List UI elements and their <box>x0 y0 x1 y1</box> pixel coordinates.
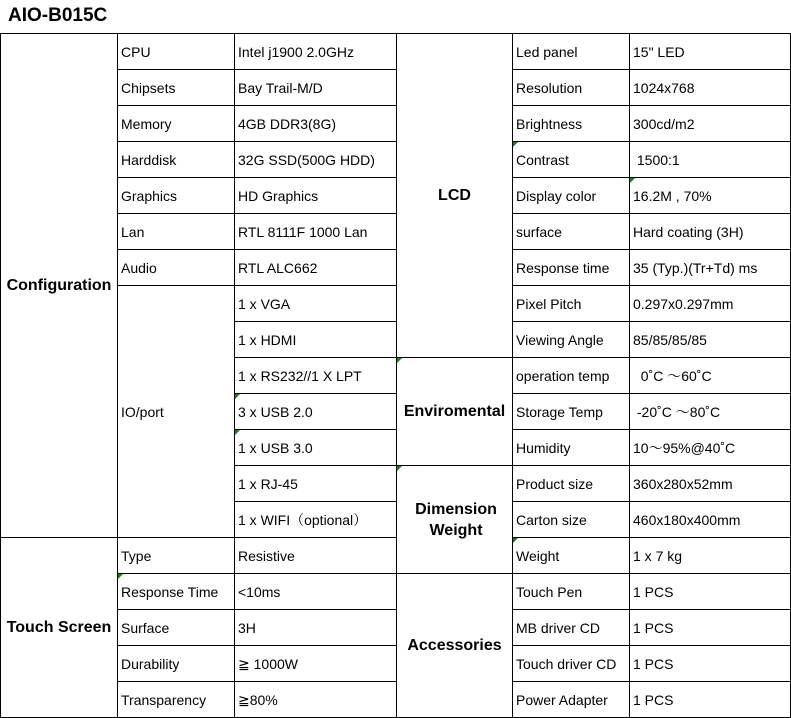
spec-value: 1 PCS <box>630 574 791 610</box>
table-row <box>1 70 791 106</box>
table-row <box>1 538 791 574</box>
spec-name: Audio <box>118 250 235 286</box>
table-row <box>1 610 791 646</box>
spec-value: 1 PCS <box>630 646 791 682</box>
spec-name: MB driver CD <box>513 610 630 646</box>
table-row <box>1 250 791 286</box>
group-environmental: Enviromental <box>397 358 513 466</box>
spec-name: Memory <box>118 106 235 142</box>
spec-value: 3 x USB 2.0 <box>235 394 397 430</box>
spec-value: 460x180x400mm <box>630 502 791 538</box>
group-lcd: LCD <box>397 34 513 358</box>
table-row <box>1 682 791 718</box>
spec-value: Intel j1900 2.0GHz <box>235 34 397 70</box>
spec-value: Resistive <box>235 538 397 574</box>
spec-value: RTL ALC662 <box>235 250 397 286</box>
spec-name: Carton size <box>513 502 630 538</box>
spec-value: 1500:1 <box>630 142 791 178</box>
spec-name: surface <box>513 214 630 250</box>
spec-value: 10～95%@40˚C <box>630 430 791 466</box>
spec-name: Touch driver CD <box>513 646 630 682</box>
spec-table <box>0 33 791 718</box>
spec-name: Type <box>118 538 235 574</box>
spec-name: Humidity <box>513 430 630 466</box>
comment-marker-icon <box>630 178 635 183</box>
spec-name: Graphics <box>118 178 235 214</box>
table-row <box>1 214 791 250</box>
comment-marker-icon <box>513 142 518 147</box>
spec-value: 15" LED <box>630 34 791 70</box>
spec-name: Resolution <box>513 70 630 106</box>
spec-name: IO/port <box>118 286 235 538</box>
group-accessories: Accessories <box>397 574 513 718</box>
spec-value: Hard coating (3H) <box>630 214 791 250</box>
spec-value: ≧ 1000W <box>235 646 397 682</box>
spec-name: Transparency <box>118 682 235 718</box>
spec-name: Contrast <box>513 142 630 178</box>
spec-value: 1 x HDMI <box>235 322 397 358</box>
spec-value: 1 x WIFI（optional） <box>235 502 397 538</box>
spec-value: Bay Trail-M/D <box>235 70 397 106</box>
spec-value: -20˚C ～80˚C <box>630 394 791 430</box>
comment-marker-icon <box>118 574 123 579</box>
spec-name: Durability <box>118 646 235 682</box>
spec-name: Harddisk <box>118 142 235 178</box>
comment-marker-icon <box>397 358 402 363</box>
spec-name: Chipsets <box>118 70 235 106</box>
spec-name: Storage Temp <box>513 394 630 430</box>
group-touch-screen: Touch Screen <box>1 538 118 718</box>
table-row <box>1 34 791 70</box>
spec-value: 0˚C ～60˚C <box>630 358 791 394</box>
spec-name: Brightness <box>513 106 630 142</box>
comment-marker-icon <box>513 538 518 543</box>
spec-name: Led panel <box>513 34 630 70</box>
spec-name: operation temp <box>513 358 630 394</box>
spec-value: 360x280x52mm <box>630 466 791 502</box>
spec-value: 1 x RJ-45 <box>235 466 397 502</box>
spec-value: ≧80% <box>235 682 397 718</box>
spec-name: Response Time <box>118 574 235 610</box>
spec-value: <10ms <box>235 574 397 610</box>
spec-value: 32G SSD(500G HDD) <box>235 142 397 178</box>
spec-name: CPU <box>118 34 235 70</box>
table-row <box>1 646 791 682</box>
spec-value: 1 PCS <box>630 610 791 646</box>
spec-name: Viewing Angle <box>513 322 630 358</box>
product-title: AIO-B015C <box>8 5 108 26</box>
spec-value: RTL 8111F 1000 Lan <box>235 214 397 250</box>
spec-name: Display color <box>513 178 630 214</box>
spec-value: 1 x 7 kg <box>630 538 791 574</box>
spec-value: 1 PCS <box>630 682 791 718</box>
comment-marker-icon <box>397 466 402 471</box>
spec-name: Power Adapter <box>513 682 630 718</box>
spec-value: 1024x768 <box>630 70 791 106</box>
group-dimension-weight: Dimension Weight <box>397 466 513 574</box>
table-row <box>1 106 791 142</box>
spec-name: Weight <box>513 538 630 574</box>
spec-name: Touch Pen <box>513 574 630 610</box>
spec-name: Response time <box>513 250 630 286</box>
table-row <box>1 574 791 610</box>
table-row <box>1 286 791 322</box>
spec-value: 35 (Typ.)(Tr+Td) ms <box>630 250 791 286</box>
spec-value: 85/85/85/85 <box>630 322 791 358</box>
table-row <box>1 142 791 178</box>
spec-value: 300cd/m2 <box>630 106 791 142</box>
spec-value: 16.2M , 70% <box>630 178 791 214</box>
table-row <box>1 178 791 214</box>
spec-value: 1 x USB 3.0 <box>235 430 397 466</box>
spec-value: 4GB DDR3(8G) <box>235 106 397 142</box>
spec-name: Lan <box>118 214 235 250</box>
spec-value: 1 x VGA <box>235 286 397 322</box>
spec-value: 1 x RS232//1 X LPT <box>235 358 397 394</box>
spec-value: 0.297x0.297mm <box>630 286 791 322</box>
spec-value: 3H <box>235 610 397 646</box>
spec-name: Product size <box>513 466 630 502</box>
group-configuration: Configuration <box>1 34 118 538</box>
comment-marker-icon <box>235 430 240 435</box>
spec-name: Pixel Pitch <box>513 286 630 322</box>
comment-marker-icon <box>235 394 240 399</box>
spec-name: Surface <box>118 610 235 646</box>
spec-value: HD Graphics <box>235 178 397 214</box>
